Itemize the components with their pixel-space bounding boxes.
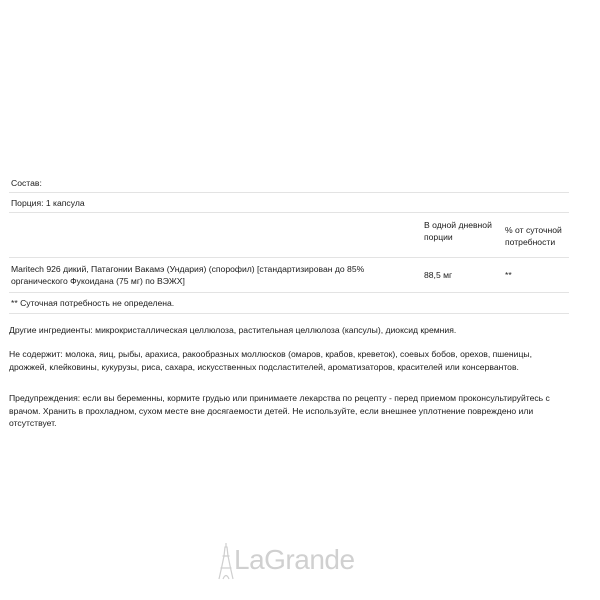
- eiffel-tower-icon: [218, 542, 234, 580]
- footnote-row: [9, 293, 569, 313]
- footnote: ** Суточная потребность не определена.: [11, 298, 175, 308]
- ingredient-amount: 88,5 мг: [424, 270, 453, 280]
- daily-value-column-header: % от суточной потребности: [505, 225, 562, 247]
- watermark-logo: [218, 540, 388, 580]
- ingredient-name: Maritech 926 дикий, Патагонии Вакамэ (Ундария) (спорофил) [стандартизирован до 85% органического Фукоидана (75 мг) по ВЭЖХ]: [11, 264, 365, 286]
- ingredient-row: [9, 258, 569, 292]
- facts-header-row: [9, 213, 569, 257]
- warnings: Предупреждения: если вы беременны, кормите грудью или принимаете лекарства по рецепту - перед приемом проконсультируйтесь с врачом. Хранить в прохладном, сухом месте вне досягаемости детей. Не используйте, если внешнее уплотнение повреждено или отсутствует.: [9, 393, 550, 428]
- allergen-free-statement: Не содержит: молока, яиц, рыбы, арахиса, ракообразных моллюсков (омаров, крабов, креветок), соевых бобов, орехов, пшеницы, дрожжей, клейковины, кукурузы, риса, сахара, искусственных подсластителей, ароматизаторов, красителей или консервантов.: [9, 349, 532, 372]
- facts-title: Состав:: [11, 178, 42, 188]
- serving-row: [9, 193, 569, 212]
- divider: [9, 313, 569, 314]
- amount-column-header: В одной дневной порции: [424, 220, 492, 242]
- watermark-text: LaGrande: [234, 544, 355, 575]
- ingredient-daily-value: **: [505, 270, 512, 280]
- supplement-facts-table: [9, 168, 569, 314]
- serving-size: Порция: 1 капсула: [11, 198, 85, 208]
- other-ingredients: Другие ингредиенты: микрокристаллическая целлюлоза, растительная целлюлоза (капсулы), диоксид кремния.: [9, 325, 457, 335]
- facts-title-row: [9, 168, 569, 192]
